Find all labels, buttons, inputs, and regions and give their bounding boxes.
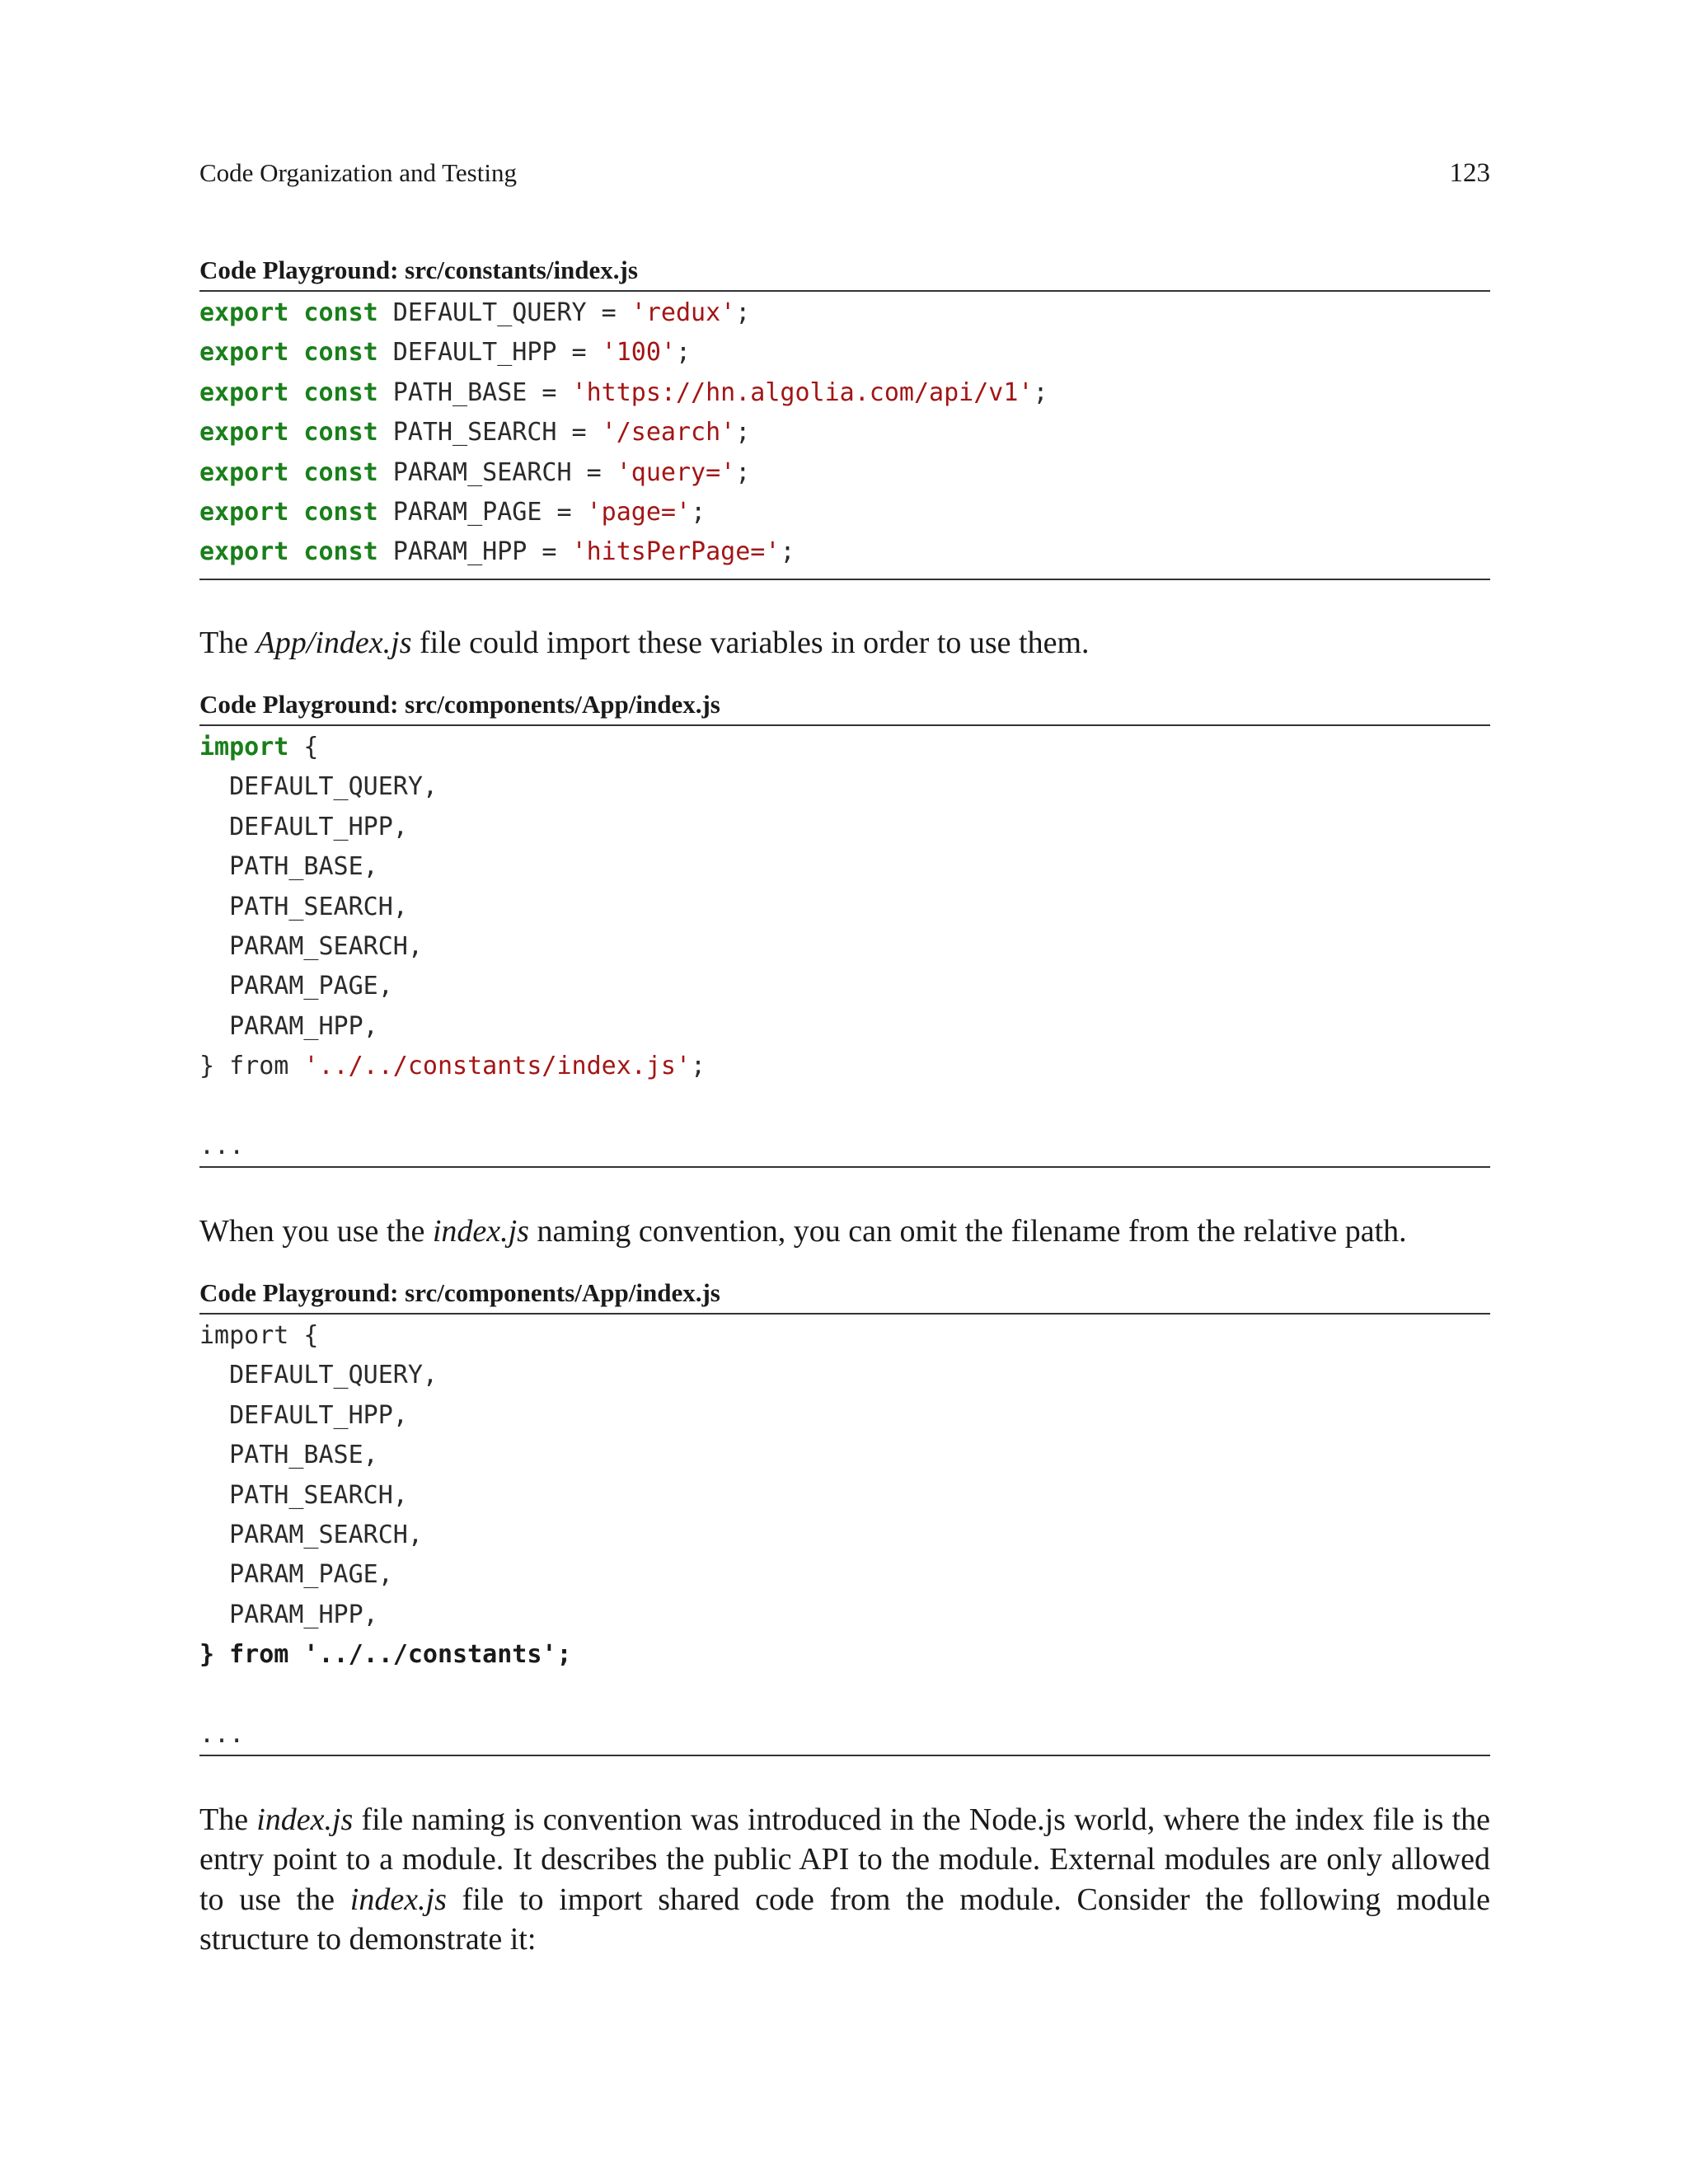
- code-identifier: PATH_BASE =: [377, 377, 572, 407]
- code-line: DEFAULT_HPP,: [199, 1400, 408, 1430]
- code-keyword: export const: [199, 377, 378, 407]
- paragraph-import-intro: [199, 623, 1490, 663]
- paragraph-index-explanation: [199, 1800, 1490, 1960]
- code-ellipsis: ...: [199, 1719, 245, 1749]
- code-line-highlighted: } from '../../constants';: [199, 1640, 572, 1670]
- code-identifier: PARAM_SEARCH =: [377, 457, 617, 487]
- code-blank-line: [199, 1675, 1490, 1715]
- code-punctuation: ;: [735, 418, 751, 448]
- code-punctuation: ;: [691, 1052, 706, 1081]
- code-caption-app-1: Code Playground: src/components/App/index.js: [199, 688, 1490, 726]
- code-punctuation: ;: [735, 457, 751, 487]
- code-line: [199, 532, 1490, 572]
- code-punctuation: {: [288, 733, 319, 762]
- code-punctuation: ;: [735, 298, 751, 327]
- code-caption-constants: Code Playground: src/constants/index.js: [199, 254, 1490, 292]
- code-block-app-import-1: [199, 728, 1490, 1168]
- text: When you use the: [199, 1214, 433, 1249]
- code-identifier: PARAM_HPP =: [377, 537, 572, 567]
- code-ellipsis: ...: [199, 1131, 245, 1160]
- code-line: PATH_BASE,: [199, 1441, 378, 1470]
- code-line: DEFAULT_QUERY,: [199, 772, 438, 802]
- chapter-title: Code Organization and Testing: [199, 158, 517, 187]
- code-keyword: export const: [199, 338, 378, 368]
- text: file to import shared code from the module. Consider the following module structure to demonstrate it:: [199, 1882, 1490, 1957]
- code-line: PATH_BASE,: [199, 852, 378, 882]
- code-line: [199, 333, 1490, 373]
- code-caption-app-2: Code Playground: src/components/App/index.js: [199, 1277, 1490, 1315]
- code-line: DEFAULT_QUERY,: [199, 1361, 438, 1390]
- code-string: '/search': [601, 418, 736, 448]
- code-line: [199, 293, 1490, 333]
- code-line: [199, 1047, 1490, 1086]
- emphasis-filename: App/index.js: [256, 626, 412, 660]
- code-string: 'page=': [586, 497, 692, 527]
- emphasis-filename: index.js: [349, 1882, 447, 1917]
- page-number: 123: [1449, 158, 1490, 188]
- code-block-constants: [199, 293, 1490, 580]
- code-line: [199, 493, 1490, 532]
- code-line: PARAM_SEARCH,: [199, 931, 423, 961]
- code-line: [199, 373, 1490, 413]
- code-line: PARAM_PAGE,: [199, 972, 393, 1001]
- code-line: PARAM_SEARCH,: [199, 1520, 423, 1549]
- emphasis-filename: index.js: [256, 1802, 354, 1837]
- code-keyword: export const: [199, 418, 378, 448]
- code-line: DEFAULT_HPP,: [199, 812, 408, 841]
- code-string: '100': [601, 338, 676, 368]
- code-line: PARAM_PAGE,: [199, 1560, 393, 1590]
- code-line: import {: [199, 1321, 319, 1350]
- text: file could import these variables in order to use them.: [411, 626, 1090, 660]
- code-punctuation: ;: [780, 537, 795, 567]
- code-string: 'query=': [616, 457, 736, 487]
- code-line: [199, 728, 1490, 767]
- code-identifier: PATH_SEARCH =: [377, 418, 602, 448]
- code-keyword: export const: [199, 497, 378, 527]
- code-line: PARAM_HPP,: [199, 1011, 378, 1041]
- text: naming convention, you can omit the filename from the relative path.: [528, 1214, 1407, 1249]
- code-punctuation: ;: [1033, 377, 1048, 407]
- text: file naming is convention was introduced in the Node.js world, where the index file is the entry point to a module. It describes the public API to the module. External modules are only allowed to use the: [199, 1802, 1491, 1917]
- code-line: PATH_SEARCH,: [199, 892, 408, 921]
- code-keyword: export const: [199, 457, 378, 487]
- code-block-app-import-2: [199, 1316, 1490, 1756]
- code-identifier: DEFAULT_QUERY =: [377, 298, 631, 327]
- code-blank-line: [199, 1087, 1490, 1127]
- code-keyword: export const: [199, 537, 378, 567]
- code-string: 'redux': [631, 298, 736, 327]
- code-identifier: PARAM_PAGE =: [377, 497, 587, 527]
- code-string: 'https://hn.algolia.com/api/v1': [571, 377, 1034, 407]
- code-identifier: DEFAULT_HPP =: [377, 338, 602, 368]
- code-keyword: import: [199, 733, 289, 762]
- text: The: [199, 1802, 257, 1837]
- emphasis-filename: index.js: [432, 1214, 529, 1249]
- code-keyword: export const: [199, 298, 378, 327]
- code-line: [199, 453, 1490, 493]
- paragraph-naming-convention: [199, 1212, 1490, 1251]
- code-string: '../../constants/index.js': [303, 1052, 692, 1081]
- text: The: [199, 626, 256, 660]
- code-line: PATH_SEARCH,: [199, 1480, 408, 1510]
- code-punctuation: ;: [691, 497, 706, 527]
- code-line: [199, 413, 1490, 452]
- code-punctuation: } from: [199, 1052, 304, 1081]
- code-string: 'hitsPerPage=': [571, 537, 781, 567]
- code-punctuation: ;: [676, 338, 692, 368]
- code-line: PARAM_HPP,: [199, 1600, 378, 1629]
